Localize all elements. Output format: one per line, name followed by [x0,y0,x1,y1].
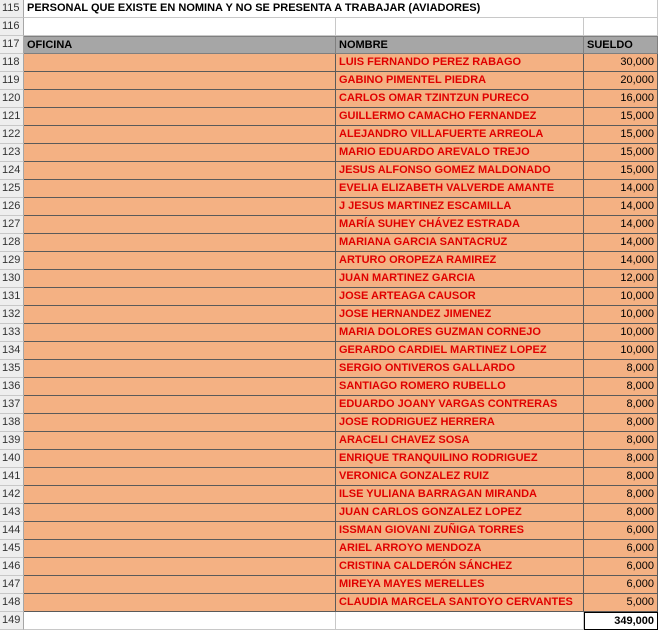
oficina-cell[interactable] [24,252,336,270]
table-row [0,90,662,108]
column-header-nombre[interactable]: NOMBRE [336,36,584,54]
nombre-cell[interactable]: CRISTINA CALDERÓN SÁNCHEZ [336,558,584,576]
table-row [0,108,662,126]
title-row [0,0,662,18]
nombre-cell[interactable]: SANTIAGO ROMERO RUBELLO [336,378,584,396]
sueldo-cell[interactable]: 6,000 [584,558,658,576]
table-row [0,378,662,396]
sueldo-cell[interactable]: 6,000 [584,576,658,594]
row-header[interactable]: 138 [0,414,24,432]
row-header[interactable]: 143 [0,504,24,522]
nombre-cell[interactable]: ILSE YULIANA BARRAGAN MIRANDA [336,486,584,504]
table-row [0,558,662,576]
oficina-cell[interactable] [24,288,336,306]
nombre-cell[interactable]: JESUS ALFONSO GOMEZ MALDONADO [336,162,584,180]
header-row [0,36,662,54]
total-sueldo-cell[interactable]: 349,000 [584,612,658,630]
table-row [0,432,662,450]
table-row [0,306,662,324]
row-header[interactable]: 121 [0,108,24,126]
column-header-oficina[interactable]: OFICINA [24,36,336,54]
empty-row [0,18,662,36]
oficina-cell[interactable] [24,180,336,198]
row-header[interactable]: 146 [0,558,24,576]
nombre-cell[interactable]: CLAUDIA MARCELA SANTOYO CERVANTES [336,594,584,612]
oficina-cell[interactable] [24,108,336,126]
oficina-cell[interactable] [24,324,336,342]
table-row [0,396,662,414]
row-header[interactable]: 144 [0,522,24,540]
empty-cell[interactable] [336,612,584,630]
row-header[interactable]: 123 [0,144,24,162]
row-header[interactable]: 133 [0,324,24,342]
nombre-cell[interactable]: MIREYA MAYES MERELLES [336,576,584,594]
oficina-cell[interactable] [24,360,336,378]
oficina-cell[interactable] [24,216,336,234]
table-row [0,54,662,72]
sueldo-cell[interactable]: 14,000 [584,180,658,198]
nombre-cell[interactable]: GUILLERMO CAMACHO FERNANDEZ [336,108,584,126]
table-row [0,144,662,162]
table-row [0,180,662,198]
nombre-cell[interactable]: JUAN CARLOS GONZALEZ LOPEZ [336,504,584,522]
nombre-cell[interactable]: MARIA DOLORES GUZMAN CORNEJO [336,324,584,342]
sueldo-cell[interactable]: 8,000 [584,468,658,486]
sueldo-cell[interactable]: 8,000 [584,396,658,414]
row-header[interactable]: 122 [0,126,24,144]
sueldo-cell[interactable]: 10,000 [584,324,658,342]
oficina-cell[interactable] [24,450,336,468]
oficina-cell[interactable] [24,558,336,576]
table-row [0,342,662,360]
table-row [0,216,662,234]
nombre-cell[interactable]: JUAN MARTINEZ GARCIA [336,270,584,288]
table-row [0,162,662,180]
table-row [0,72,662,90]
nombre-cell[interactable]: LUIS FERNANDO PEREZ RABAGO [336,54,584,72]
sueldo-cell[interactable]: 5,000 [584,594,658,612]
row-header[interactable]: 149 [0,612,24,630]
table-row [0,522,662,540]
table-row [0,468,662,486]
row-header[interactable]: 136 [0,378,24,396]
table-row [0,576,662,594]
row-header[interactable]: 120 [0,90,24,108]
oficina-cell[interactable] [24,414,336,432]
oficina-cell[interactable] [24,162,336,180]
oficina-cell[interactable] [24,504,336,522]
table-row [0,270,662,288]
row-header[interactable]: 132 [0,306,24,324]
row-header[interactable]: 118 [0,54,24,72]
oficina-cell[interactable] [24,468,336,486]
row-header[interactable]: 124 [0,162,24,180]
nombre-cell[interactable]: SERGIO ONTIVEROS GALLARDO [336,360,584,378]
row-header[interactable]: 117 [0,36,24,54]
row-header[interactable]: 131 [0,288,24,306]
sueldo-cell[interactable]: 14,000 [584,198,658,216]
table-row [0,324,662,342]
row-header[interactable]: 137 [0,396,24,414]
row-header[interactable]: 147 [0,576,24,594]
sueldo-cell[interactable]: 8,000 [584,486,658,504]
row-header[interactable]: 127 [0,216,24,234]
sueldo-cell[interactable]: 10,000 [584,306,658,324]
empty-cell[interactable] [24,612,336,630]
sueldo-cell[interactable]: 20,000 [584,72,658,90]
oficina-cell[interactable] [24,144,336,162]
nombre-cell[interactable]: ARACELI CHAVEZ SOSA [336,432,584,450]
row-header[interactable]: 130 [0,270,24,288]
row-header[interactable]: 145 [0,540,24,558]
table-row [0,414,662,432]
nombre-cell[interactable]: GABINO PIMENTEL PIEDRA [336,72,584,90]
nombre-cell[interactable]: J JESUS MARTINEZ ESCAMILLA [336,198,584,216]
oficina-cell[interactable] [24,126,336,144]
row-header[interactable]: 125 [0,180,24,198]
row-header[interactable]: 119 [0,72,24,90]
oficina-cell[interactable] [24,72,336,90]
row-header[interactable]: 129 [0,252,24,270]
oficina-cell[interactable] [24,234,336,252]
table-row [0,360,662,378]
oficina-cell[interactable] [24,198,336,216]
row-header[interactable]: 139 [0,432,24,450]
sueldo-cell[interactable]: 10,000 [584,342,658,360]
empty-cell[interactable] [584,18,658,36]
oficina-cell[interactable] [24,522,336,540]
row-header[interactable]: 116 [0,18,24,36]
row-header[interactable]: 140 [0,450,24,468]
sueldo-cell[interactable]: 6,000 [584,540,658,558]
table-row [0,540,662,558]
sueldo-cell[interactable]: 15,000 [584,162,658,180]
sueldo-cell[interactable]: 30,000 [584,54,658,72]
nombre-cell[interactable]: JOSE HERNANDEZ JIMENEZ [336,306,584,324]
sueldo-cell[interactable]: 8,000 [584,432,658,450]
sueldo-cell[interactable]: 8,000 [584,378,658,396]
nombre-cell[interactable]: MARIO EDUARDO AREVALO TREJO [336,144,584,162]
nombre-cell[interactable]: JOSE ARTEAGA CAUSOR [336,288,584,306]
row-header[interactable]: 126 [0,198,24,216]
nombre-cell[interactable]: EVELIA ELIZABETH VALVERDE AMANTE [336,180,584,198]
nombre-cell[interactable]: ENRIQUE TRANQUILINO RODRIGUEZ [336,450,584,468]
sueldo-cell[interactable]: 14,000 [584,252,658,270]
oficina-cell[interactable] [24,54,336,72]
oficina-cell[interactable] [24,594,336,612]
nombre-cell[interactable]: CARLOS OMAR TZINTZUN PURECO [336,90,584,108]
total-row [0,612,662,630]
nombre-cell[interactable]: MARÍA SUHEY CHÁVEZ ESTRADA [336,216,584,234]
oficina-cell[interactable] [24,540,336,558]
table-row [0,234,662,252]
oficina-cell[interactable] [24,576,336,594]
sueldo-cell[interactable]: 15,000 [584,144,658,162]
table-row [0,252,662,270]
empty-cell[interactable] [336,18,584,36]
oficina-cell[interactable] [24,378,336,396]
table-row [0,198,662,216]
sueldo-cell[interactable]: 16,000 [584,90,658,108]
oficina-cell[interactable] [24,396,336,414]
oficina-cell[interactable] [24,342,336,360]
oficina-cell[interactable] [24,270,336,288]
sueldo-cell[interactable]: 8,000 [584,504,658,522]
sueldo-cell[interactable]: 8,000 [584,450,658,468]
row-header[interactable]: 148 [0,594,24,612]
sueldo-cell[interactable]: 14,000 [584,234,658,252]
oficina-cell[interactable] [24,486,336,504]
column-header-sueldo[interactable]: SUELDO [584,36,658,54]
nombre-cell[interactable]: ALEJANDRO VILLAFUERTE ARREOLA [336,126,584,144]
row-header[interactable]: 141 [0,468,24,486]
nombre-cell[interactable]: VERONICA GONZALEZ RUIZ [336,468,584,486]
oficina-cell[interactable] [24,432,336,450]
table-row [0,504,662,522]
nombre-cell[interactable]: ARIEL ARROYO MENDOZA [336,540,584,558]
row-header[interactable]: 142 [0,486,24,504]
sueldo-cell[interactable]: 14,000 [584,216,658,234]
sueldo-cell[interactable]: 15,000 [584,108,658,126]
nombre-cell[interactable]: MARIANA GARCIA SANTACRUZ [336,234,584,252]
sheet-title[interactable]: PERSONAL QUE EXISTE EN NOMINA Y NO SE PRESENTA A TRABAJAR (AVIADORES) [24,0,658,18]
empty-cell[interactable] [24,18,336,36]
nombre-cell[interactable]: EDUARDO JOANY VARGAS CONTRERAS [336,396,584,414]
sueldo-cell[interactable]: 6,000 [584,522,658,540]
oficina-cell[interactable] [24,90,336,108]
sueldo-cell[interactable]: 10,000 [584,288,658,306]
oficina-cell[interactable] [24,306,336,324]
table-row [0,126,662,144]
table-row [0,288,662,306]
nombre-cell[interactable]: JOSE RODRIGUEZ HERRERA [336,414,584,432]
row-header[interactable]: 134 [0,342,24,360]
table-row [0,594,662,612]
table-row [0,486,662,504]
sueldo-cell[interactable]: 8,000 [584,360,658,378]
sueldo-cell[interactable]: 12,000 [584,270,658,288]
nombre-cell[interactable]: GERARDO CARDIEL MARTINEZ LOPEZ [336,342,584,360]
row-header[interactable]: 135 [0,360,24,378]
sueldo-cell[interactable]: 15,000 [584,126,658,144]
row-header[interactable]: 128 [0,234,24,252]
sueldo-cell[interactable]: 8,000 [584,414,658,432]
row-header[interactable]: 115 [0,0,24,18]
nombre-cell[interactable]: ARTURO OROPEZA RAMIREZ [336,252,584,270]
table-row [0,450,662,468]
nombre-cell[interactable]: ISSMAN GIOVANI ZUÑIGA TORRES [336,522,584,540]
